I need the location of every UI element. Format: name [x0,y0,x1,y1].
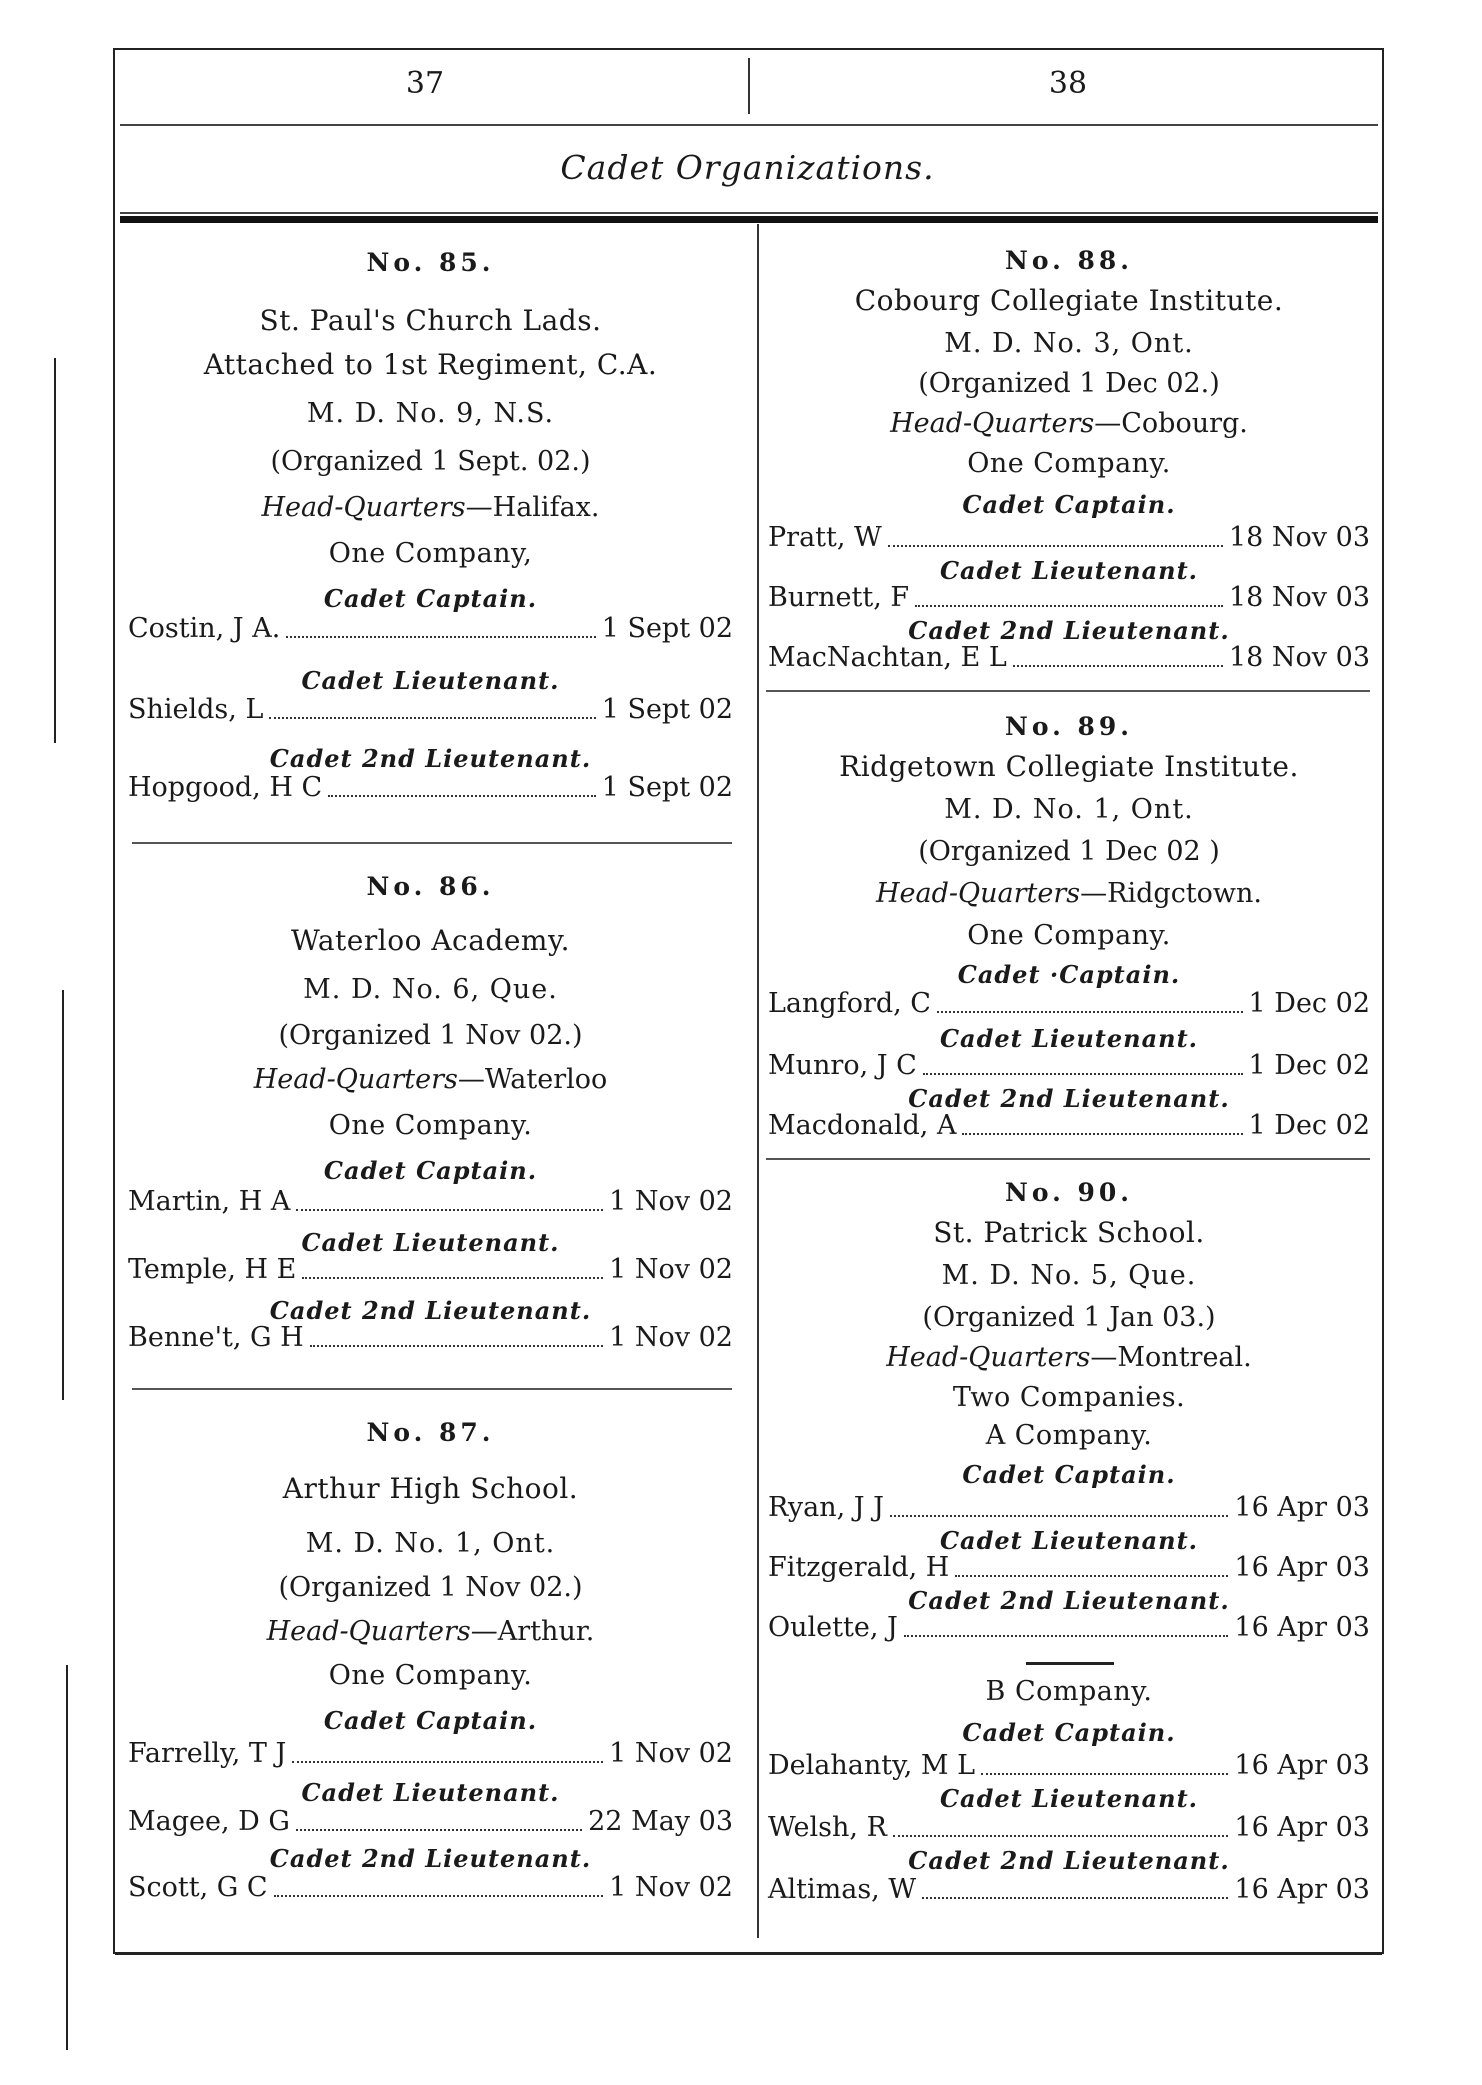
rank-heading: Cadet Lieutenant. [939,1024,1199,1053]
leader-dots [1013,659,1223,667]
unit-name: Arthur High School. [282,1472,579,1505]
unit-89 [768,712,1370,1152]
unit-separator [766,690,1370,692]
commission-date: 1 Nov 02 [609,1186,733,1217]
commission-date: 16 Apr 03 [1234,1492,1370,1523]
military-district: M. D. No. 6, Que. [303,974,558,1005]
unit-name: St. Paul's Church Lads. [259,304,602,337]
unit-attachment: Attached to 1st Regiment, C.A. [203,348,658,381]
unit-name: Waterloo Academy. [291,924,570,957]
officer-entry [128,1254,733,1285]
hq-label: Head-Quarters [876,878,1081,909]
rank-heading: Cadet Captain. [962,1718,1176,1747]
commission-date: 16 Apr 03 [1234,1552,1370,1583]
running-head-rule [120,212,1378,214]
organized-date: (Organized 1 Dec 02.) [918,368,1220,399]
margin-bracket-3 [66,1665,68,2050]
leader-dots [296,1823,582,1831]
leader-dots [937,1005,1243,1013]
officer-name: Ryan, J J [768,1492,884,1523]
rank-heading: Cadet 2nd Lieutenant. [908,1084,1230,1113]
unit-85 [128,248,733,818]
company-divider [1026,1662,1114,1665]
companies: One Company. [328,1110,533,1141]
companies: One Company. [967,920,1171,951]
officer-entry [128,1872,733,1903]
unit-88 [768,246,1370,686]
unit-separator [132,842,732,844]
officer-entry [768,988,1370,1019]
commission-date: 1 Dec 02 [1248,1050,1370,1081]
officer-name: Langford, C [768,988,931,1019]
officer-name: Altimas, W [768,1874,917,1905]
officer-entry [768,1552,1370,1583]
officer-entry [768,1050,1370,1081]
margin-bracket-1 [54,358,56,743]
headquarters [768,408,1370,439]
unit-separator [766,1158,1370,1160]
organized-date: (Organized 1 Dec 02 ) [918,836,1220,867]
officer-name: Scott, G C [128,1872,268,1903]
officer-entry [768,1874,1370,1905]
officer-entry [768,1750,1370,1781]
commission-date: 1 Sept 02 [601,613,733,644]
officer-entry [128,772,733,803]
rank-heading: Cadet Lieutenant. [939,1526,1199,1555]
thick-rule [120,216,1378,223]
commission-date: 16 Apr 03 [1234,1612,1370,1643]
hq-label: Head-Quarters [261,492,466,523]
officer-name: Martin, H A [128,1186,291,1217]
hq-label: Head-Quarters [253,1064,458,1095]
rank-heading: Cadet 2nd Lieutenant. [908,616,1230,645]
officer-entry [768,1492,1370,1523]
commission-date: 16 Apr 03 [1234,1750,1370,1781]
rank-heading: Cadet 2nd Lieutenant. [269,1296,592,1325]
commission-date: 22 May 03 [588,1806,733,1837]
frame-bottom-rule [115,1952,1382,1955]
military-district: M. D. No. 3, Ont. [944,328,1194,359]
headquarters [128,492,733,523]
officer-entry [768,642,1370,673]
officer-entry [768,1110,1370,1141]
officer-name: Fitzgerald, H [768,1552,950,1583]
unit-number: No. 87. [366,1418,495,1447]
officer-name: Pratt, W [768,522,882,553]
company-b-heading: B Company. [985,1676,1153,1707]
rank-heading: Cadet 2nd Lieutenant. [908,1846,1230,1875]
hq-place: —Waterloo [457,1064,608,1095]
rank-heading: Cadet Captain. [323,584,538,613]
leader-dots [890,1509,1228,1517]
officer-name: Delahanty, M L [768,1750,976,1781]
organized-date: (Organized 1 Jan 03.) [922,1302,1216,1333]
companies: One Company, [328,538,533,569]
rank-heading: Cadet Lieutenant. [939,1784,1199,1813]
headquarters [768,1342,1370,1373]
rank-heading: Cadet 2nd Lieutenant. [908,1586,1230,1615]
leader-dots [923,1067,1243,1075]
military-district: M. D. No. 5, Que. [941,1260,1197,1291]
organized-date: (Organized 1 Nov 02.) [278,1020,583,1051]
commission-date: 18 Nov 03 [1228,582,1370,613]
leader-dots [893,1829,1229,1837]
leader-dots [915,599,1223,607]
military-district: M. D. No. 1, Ont. [305,1528,556,1559]
officer-entry [128,1186,733,1217]
rank-heading: Cadet Captain. [962,490,1176,519]
unit-number: No. 89. [1005,712,1133,741]
unit-87 [128,1418,733,1918]
officer-entry [768,522,1370,553]
unit-separator [132,1388,732,1390]
commission-date: 16 Apr 03 [1234,1812,1370,1843]
rank-heading: Cadet Captain. [323,1156,538,1185]
officer-name: Temple, H E [128,1254,297,1285]
companies: One Company. [328,1660,533,1691]
unit-name: Ridgetown Collegiate Institute. [839,750,1299,783]
unit-90 [768,1178,1370,1918]
commission-date: 1 Nov 02 [609,1872,733,1903]
header-rule [120,124,1378,126]
page-number-left: 37 [405,66,445,101]
commission-date: 1 Dec 02 [1248,988,1370,1019]
officer-name: Burnett, F [768,582,910,613]
leader-dots [962,1127,1242,1135]
officer-name: Shields, L [128,694,264,725]
hq-place: —Halifax. [465,492,600,523]
hq-place: —Ridgctown. [1080,878,1262,909]
unit-number: No. 90. [1005,1178,1133,1207]
rank-heading: Cadet Captain. [962,1460,1176,1489]
officer-entry [768,1612,1370,1643]
hq-place: —Montreal. [1090,1342,1252,1373]
leader-dots [981,1767,1228,1775]
officer-name: MacNachtan, E L [768,642,1007,673]
unit-name: St. Patrick School. [933,1216,1205,1249]
commission-date: 1 Nov 02 [609,1738,733,1769]
commission-date: 1 Sept 02 [601,694,733,725]
officer-name: Welsh, R [768,1812,887,1843]
companies: Two Companies. [952,1382,1186,1413]
rank-heading: Cadet ·Captain. [957,960,1181,989]
leader-dots [292,1755,603,1763]
leader-dots [269,711,595,719]
hq-label: Head-Quarters [886,1342,1091,1373]
leader-dots [296,1203,603,1211]
leader-dots [888,539,1223,547]
headquarters [768,878,1370,909]
leader-dots [955,1569,1228,1577]
rank-heading: Cadet Lieutenant. [301,1228,560,1257]
organized-date: (Organized 1 Sept. 02.) [270,446,591,477]
page-number-right: 38 [1048,66,1088,101]
leader-dots [310,1339,603,1347]
officer-name: Magee, D G [128,1806,290,1837]
hq-place: —Cobourg. [1094,408,1248,439]
leader-dots [302,1271,603,1279]
rank-heading: Cadet Lieutenant. [939,556,1199,585]
unit-number: No. 88. [1005,246,1133,275]
rank-heading: Cadet 2nd Lieutenant. [269,1844,592,1873]
commission-date: 18 Nov 03 [1228,522,1370,553]
commission-date: 16 Apr 03 [1234,1874,1370,1905]
officer-entry [768,582,1370,613]
leader-dots [904,1629,1229,1637]
officer-name: Hopgood, H C [128,772,323,803]
company-a-heading: A Company. [985,1420,1153,1451]
rank-heading: Cadet Captain. [323,1706,538,1735]
unit-number: No. 86. [366,872,495,901]
margin-bracket-2 [62,990,64,1400]
leader-dots [328,789,596,797]
officer-name: Costin, J A. [128,613,281,644]
commission-date: 1 Nov 02 [609,1254,733,1285]
military-district: M. D. No. 1, Ont. [944,794,1194,825]
commission-date: 1 Nov 02 [609,1322,733,1353]
leader-dots [922,1891,1228,1899]
commission-date: 1 Sept 02 [601,772,733,803]
unit-number: No. 85. [366,248,495,277]
running-head: Cadet Organizations. [560,148,935,187]
officer-name: Benne't, G H [128,1322,304,1353]
headquarters [128,1064,733,1095]
hq-place: —Arthur. [470,1616,595,1647]
headquarters [128,1616,733,1647]
officer-entry [128,1738,733,1769]
officer-entry [128,694,733,725]
companies: One Company. [967,448,1171,479]
military-district: M. D. No. 9, N.S. [306,398,555,429]
commission-date: 1 Dec 02 [1248,1110,1370,1141]
hq-label: Head-Quarters [890,408,1095,439]
unit-86 [128,872,733,1362]
officer-name: Farrelly, T J [128,1738,287,1769]
rank-heading: Cadet 2nd Lieutenant. [269,744,592,773]
leader-dots [274,1889,604,1897]
leader-dots [286,630,595,638]
rank-heading: Cadet Lieutenant. [301,1778,560,1807]
officer-name: Macdonald, A [768,1110,957,1141]
rank-heading: Cadet Lieutenant. [301,666,560,695]
hq-label: Head-Quarters [266,1616,471,1647]
officer-entry [128,1806,733,1837]
officer-entry [128,1322,733,1353]
header-divider [748,58,750,114]
officer-name: Munro, J C [768,1050,917,1081]
unit-name: Cobourg Collegiate Institute. [854,284,1284,317]
officer-entry [768,1812,1370,1843]
officer-entry [128,613,733,644]
organized-date: (Organized 1 Nov 02.) [278,1572,583,1603]
frame-top-rule [113,48,1382,50]
column-divider [757,224,759,1938]
commission-date: 18 Nov 03 [1228,642,1370,673]
officer-name: Oulette, J [768,1612,898,1643]
